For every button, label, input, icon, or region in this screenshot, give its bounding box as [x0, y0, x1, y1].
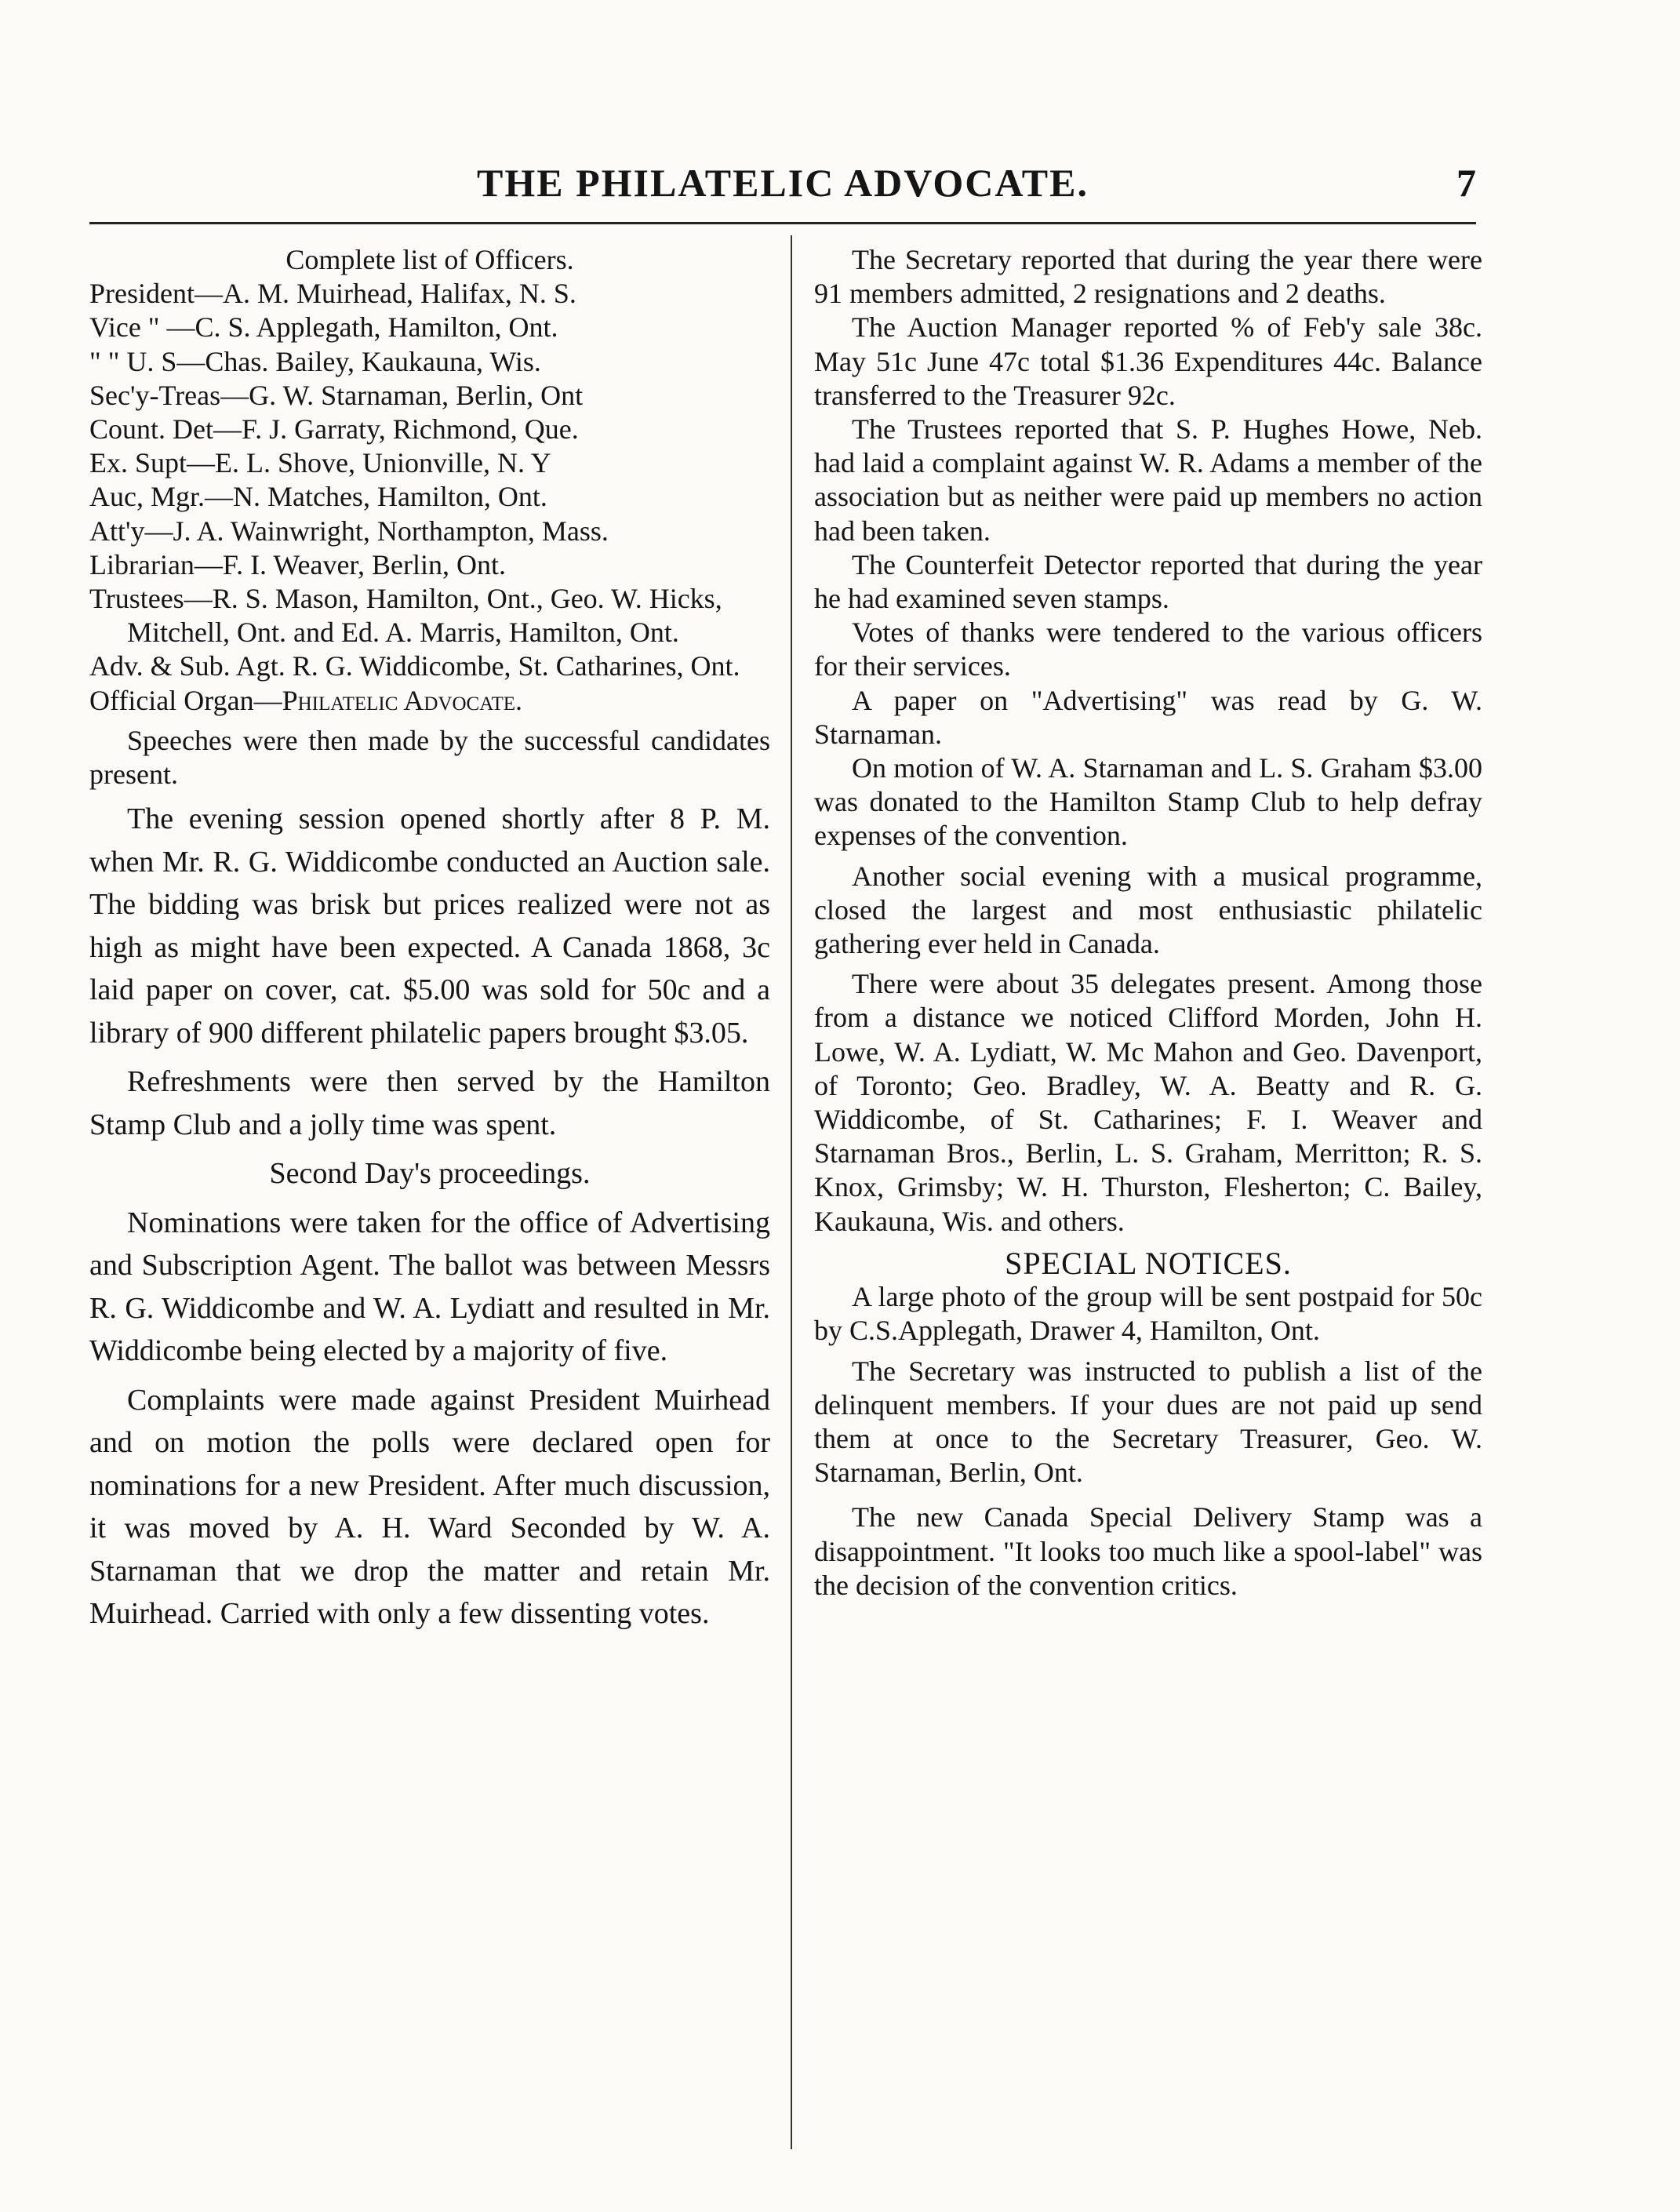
- paragraph-social-evening: Another social evening with a musical programme, closed the largest and most enthusiastic philatelic gathering ever held in Canada.: [814, 860, 1482, 960]
- paragraph-speeches: Speeches were then made by the successful candidates present.: [89, 724, 770, 791]
- page-header: [89, 154, 1476, 216]
- officer-entry: Count. Det—F. J. Garraty, Richmond, Que.: [89, 413, 579, 446]
- paragraph-trustees-report: The Trustees reported that S. P. Hughes Howe, Neb. had laid a complaint against W. R. Adams a member of the association but as neither were paid up members no action had been taken.: [814, 413, 1482, 547]
- notice-special-delivery-stamp: The new Canada Special Delivery Stamp was a disappointment. "It looks too much like a spool-label" was the decision of the convention critics.: [814, 1501, 1482, 1601]
- paragraph-evening-session: The evening session opened shortly after 8 P. M. when Mr. R. G. Widdicombe conducted an Auction sale. The bidding was brisk but prices realized were not as high as might have been expected. A Canada 1868, 3c laid paper on cover, cat. $5.00 was sold for 50c and a library of 900 different philatelic papers brought $3.05.: [89, 802, 770, 1050]
- notice-delinquent-members: The Secretary was instructed to publish a list of the delinquent members. If your dues are not paid up send them at once to the Secretary Treasurer, Geo. W. Starnaman, Berlin, Ont.: [814, 1355, 1482, 1489]
- second-day-heading: Second Day's proceedings.: [269, 1157, 591, 1191]
- left-column: [89, 243, 770, 2157]
- paragraph-auction-report: The Auction Manager reported % of Feb'y sale 38c. May 51c June 47c total $1.36 Expenditures 44c. Balance transferred to the Treasurer 92c.: [814, 311, 1482, 411]
- officers-heading: Complete list of Officers.: [285, 244, 574, 275]
- officer-entry: Librarian—F. I. Weaver, Berlin, Ont.: [89, 548, 506, 580]
- officers-list: [89, 277, 770, 718]
- paragraph-delegates: There were about 35 delegates present. Among those from a distance we noticed Clifford Morden, John H. Lowe, W. A. Lydiatt, W. Mc Mahon and Geo. Davenport, of Toronto; Geo. Bradley, W. A. Beatty and R. G. Widdicombe, of St. Catharines; F. I. Weaver and Starnaman Bros., Berlin, L. S. Graham, Merritton; R. S. Knox, Grimsby; W. H. Thurston, Flesherton; C. Bailey, Kaukauna, Wis. and others.: [814, 968, 1482, 1237]
- officer-entry: Sec'y-Treas—G. W. Starnaman, Berlin, Ont: [89, 379, 584, 411]
- paragraph-votes-of-thanks: Votes of thanks were tendered to the various officers for their services.: [814, 617, 1482, 682]
- right-column: [814, 243, 1482, 2157]
- officer-entry: President—A. M. Muirhead, Halifax, N. S.: [89, 278, 576, 310]
- officer-entry: Ex. Supt—E. L. Shove, Unionville, N. Y: [89, 447, 551, 479]
- page-number: 7: [1456, 161, 1476, 205]
- paragraph-complaints: Complaints were made against President Muirhead and on motion the polls were declared open for nominations for a new President. After much discussion, it was moved by A. H. Ward Seconded by W. A. Starnaman that we drop the matter and retain Mr. Muirhead. Carried with only a few dissenting votes.: [89, 1383, 770, 1631]
- header-rule: [89, 222, 1476, 224]
- official-organ-name: Philatelic Advocate.: [282, 684, 523, 716]
- officer-entry: Att'y—J. A. Wainwright, Northampton, Mass.: [89, 515, 609, 547]
- special-notices-heading: SPECIAL NOTICES.: [1005, 1245, 1292, 1281]
- officer-entry: Adv. & Sub. Agt. R. G. Widdicombe, St. Catharines, Ont.: [89, 650, 740, 682]
- paragraph-donation-motion: On motion of W. A. Starnaman and L. S. Graham $3.00 was donated to the Hamilton Stamp Club to help defray expenses of the convention.: [814, 752, 1482, 852]
- paragraph-secretary-report: The Secretary reported that during the year there were 91 members admitted, 2 resignations and 2 deaths.: [814, 244, 1482, 310]
- paragraph-refreshments: Refreshments were then served by the Hamilton Stamp Club and a jolly time was spent.: [89, 1065, 770, 1141]
- officer-entry: Auc, Mgr.—N. Matches, Hamilton, Ont.: [89, 481, 547, 513]
- officer-entry: " " U. S—Chas. Bailey, Kaukauna, Wis.: [89, 345, 541, 377]
- publication-title: THE PHILATELIC ADVOCATE.: [476, 161, 1089, 205]
- column-divider: [791, 235, 792, 2149]
- officer-entry: Vice " —C. S. Applegath, Hamilton, Ont.: [89, 311, 558, 344]
- official-organ: [89, 684, 770, 718]
- paragraph-nominations: Nominations were taken for the office of Advertising and Subscription Agent. The ballot was between Messrs R. G. Widdicombe and W. A. Lydiatt and resulted in Mr. Widdicombe being elected by a majority of five.: [89, 1206, 770, 1368]
- notice-group-photo: A large photo of the group will be sent postpaid for 50c by C.S.Applegath, Drawer 4, Hamilton, Ont.: [814, 1281, 1482, 1347]
- paragraph-counterfeit-report: The Counterfeit Detector reported that during the year he had examined seven stamps.: [814, 548, 1482, 615]
- official-organ-label: Official Organ—: [89, 684, 282, 716]
- officer-entry: Trustees—R. S. Mason, Hamilton, Ont., Geo. W. Hicks, Mitchell, Ont. and Ed. A. Marris, Hamilton, Ont.: [89, 583, 722, 649]
- paragraph-advertising-paper: A paper on "Advertising" was read by G. W. Starnaman.: [814, 684, 1482, 750]
